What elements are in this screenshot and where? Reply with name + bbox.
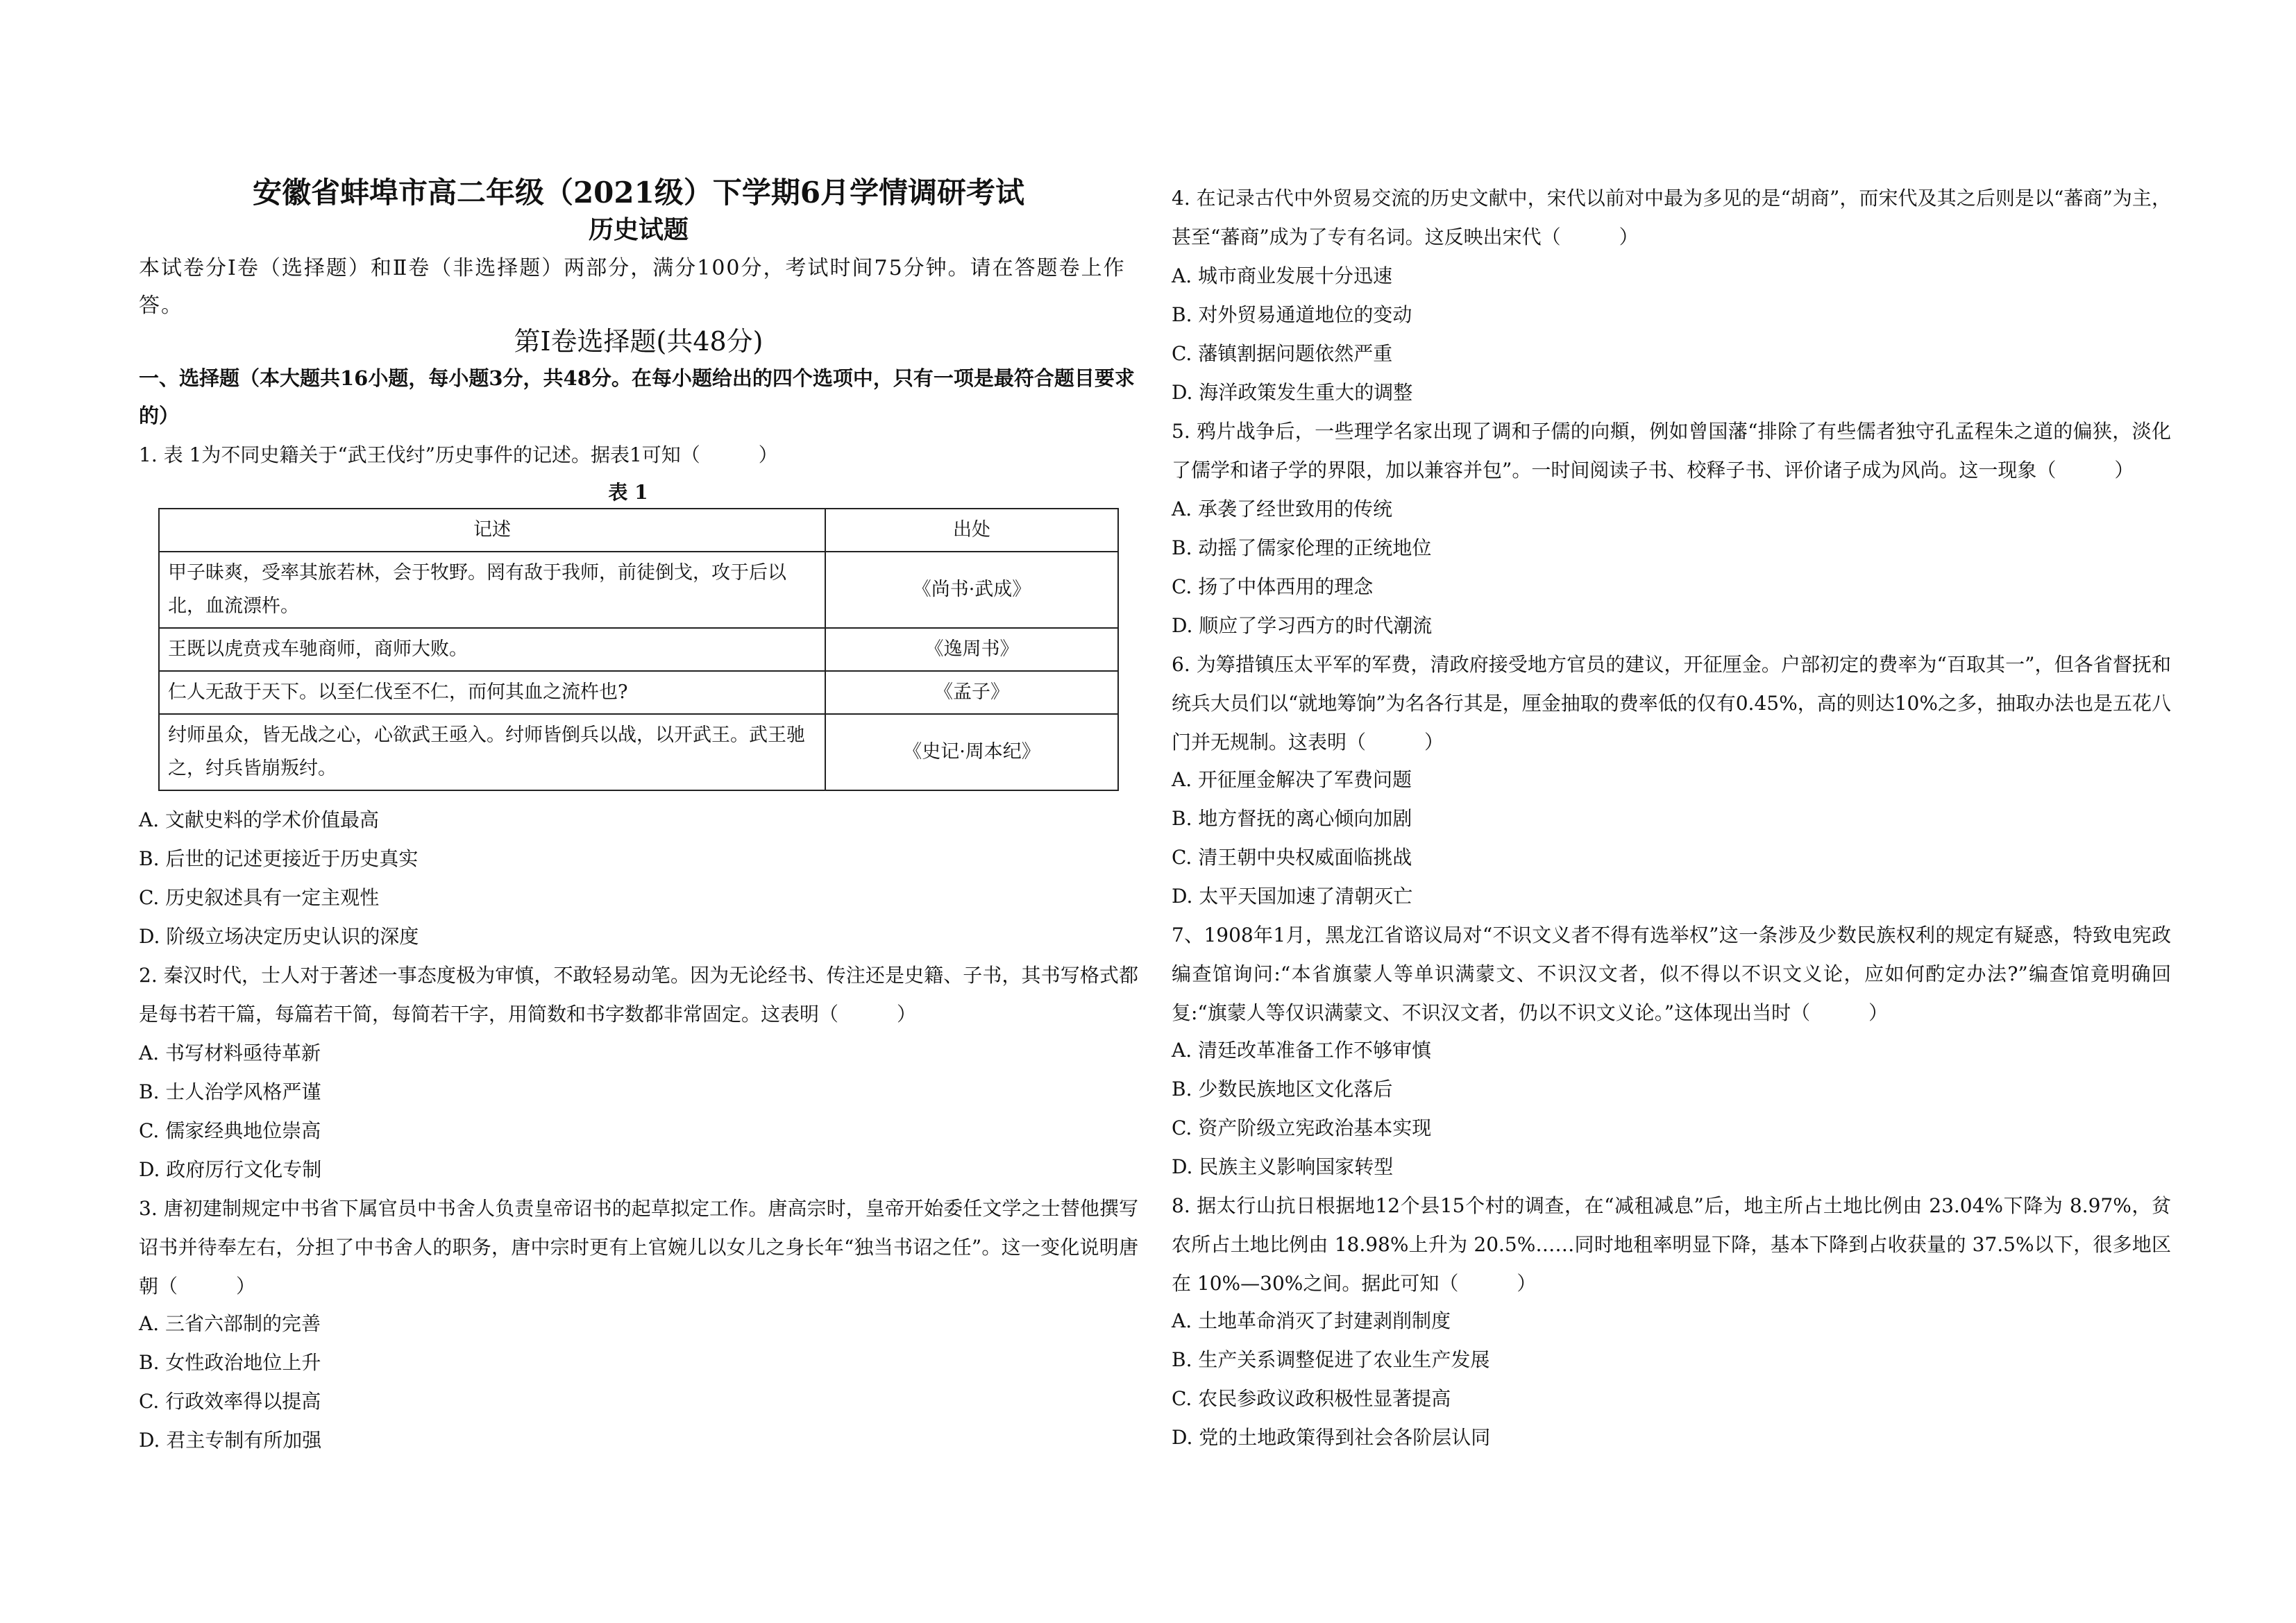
option-2a: A. 书写材料亟待革新 bbox=[139, 1042, 321, 1064]
table-row bbox=[159, 628, 1118, 671]
table-cell-record: 甲子昧爽，受率其旅若林，会于牧野。罔有敌于我师，前徒倒戈，攻于后以北，血流漂杵。 bbox=[159, 552, 825, 628]
question-stem-7: 7、1908年1月，黑龙江省谘议局对“不识文义者不得有选举权”这一条涉及少数民族权利的规定有疑惑，特致电宪政编查馆询问:“本省旗蒙人等单识满蒙文、不识汉文者，似不得以不识文义论，应如何酌定办法?”编查馆竟明确回复:“旗蒙人等仅识满蒙文、不识汉文者，仍以不识文义论。”这体现出当时（ ） bbox=[1172, 924, 2171, 1024]
table-cell-source: 《孟子》 bbox=[825, 671, 1118, 714]
table-cell-source: 《尚书·武成》 bbox=[825, 552, 1118, 628]
option-6b: B. 地方督抚的离心倾向加剧 bbox=[1172, 807, 1412, 830]
exam-title: 安徽省蚌埠市高二年级（2021级）下学期6月学情调研考试 bbox=[252, 176, 1025, 210]
option-1d: D. 阶级立场决定历史认识的深度 bbox=[139, 925, 419, 948]
question-stem-5: 5. 鸦片战争后，一些理学名家出现了调和子儒的向頫，例如曾国藩“排除了有些儒者独守孔孟程朱之道的偏狭，淡化了儒学和诸子学的界限，加以兼容并包”。一时间阅读子书、校释子书、评价诸子成为风尚。这一现象（ ） bbox=[1172, 420, 2171, 482]
option-2c: C. 儒家经典地位崇高 bbox=[139, 1119, 321, 1142]
option-1b: B. 后世的记述更接近于历史真实 bbox=[139, 847, 419, 870]
option-7a: A. 清廷改革准备工作不够审慎 bbox=[1172, 1039, 1432, 1062]
option-4a: A. 城市商业发展十分迅速 bbox=[1172, 264, 1393, 287]
option-3b: B. 女性政治地位上升 bbox=[139, 1351, 321, 1374]
table-caption: 表 1 bbox=[608, 481, 648, 504]
option-5d: D. 顺应了学习西方的时代潮流 bbox=[1172, 614, 1433, 637]
option-2d: D. 政府厉行文化专制 bbox=[139, 1158, 322, 1181]
question-stem-4: 4. 在记录古代中外贸易交流的历史文献中，宋代以前对中最为多见的是“胡商”，而宋代及其之后则是以“蕃商”为主，甚至“蕃商”成为了专有名词。这反映出宋代（ ） bbox=[1172, 187, 2171, 248]
option-3d: D. 君主专制有所加强 bbox=[139, 1429, 322, 1452]
option-8a: A. 土地革命消灭了封建剥削制度 bbox=[1172, 1309, 1451, 1332]
option-7b: B. 少数民族地区文化落后 bbox=[1172, 1078, 1393, 1101]
table-cell-source: 《逸周书》 bbox=[825, 628, 1118, 671]
option-8d: D. 党的土地政策得到社会各阶层认同 bbox=[1172, 1426, 1491, 1449]
table-header-record: 记述 bbox=[159, 509, 825, 552]
question-stem-8: 8. 据太行山抗日根据地12个县15个村的调查，在“减租减息”后，地主所占土地比例由 23.04%下降为 8.97%，贫农所占土地比例由 18.98%上升为 20.5%……同时地租率明显下降，基本下降到占收获量的 37.5%以下，很多地区在 10%—30%之间。据此可知（ ） bbox=[1172, 1194, 2171, 1295]
table-row bbox=[159, 671, 1118, 714]
option-4c: C. 藩镇割据问题依然严重 bbox=[1172, 342, 1393, 365]
option-2b: B. 士人治学风格严谨 bbox=[139, 1080, 321, 1103]
option-1c: C. 历史叙述具有一定主观性 bbox=[139, 886, 380, 909]
table-cell-source: 《史记·周本纪》 bbox=[825, 714, 1118, 790]
option-6d: D. 太平天国加速了清朝灭亡 bbox=[1172, 885, 1413, 908]
option-3a: A. 三省六部制的完善 bbox=[139, 1312, 321, 1335]
history-records-table bbox=[158, 508, 1119, 791]
table-cell-record: 仁人无敌于天下。以至仁伐至不仁，而何其血之流杵也? bbox=[159, 671, 825, 714]
table-cell-record: 纣师虽众，皆无战之心，心欲武王亟入。纣师皆倒兵以战，以开武王。武王驰之，纣兵皆崩叛纣。 bbox=[159, 714, 825, 790]
option-8b: B. 生产关系调整促进了农业生产发展 bbox=[1172, 1348, 1490, 1371]
table-row bbox=[159, 552, 1118, 628]
option-3c: C. 行政效率得以提高 bbox=[139, 1390, 321, 1413]
table-cell-record: 王既以虎贲戎车驰商师，商师大败。 bbox=[159, 628, 825, 671]
question-stem-3: 3. 唐初建制规定中书省下属官员中书舍人负责皇帝诏书的起草拟定工作。唐高宗时，皇帝开始委任文学之士替他撰写诏书并待奉左右，分担了中书舍人的职务，唐中宗时更有上官婉儿以女儿之身长年“独当书诏之任”。这一变化说明唐朝（ ） bbox=[139, 1197, 1138, 1298]
option-8c: C. 农民参政议政积极性显著提高 bbox=[1172, 1387, 1451, 1410]
table-header-row bbox=[159, 509, 1118, 552]
option-5a: A. 承袭了经世致用的传统 bbox=[1172, 498, 1393, 520]
table-row bbox=[159, 714, 1118, 790]
option-5b: B. 动摇了儒家伦理的正统地位 bbox=[1172, 536, 1432, 559]
table-header-source: 出处 bbox=[825, 509, 1118, 552]
option-6a: A. 开征厘金解决了军费问题 bbox=[1172, 768, 1412, 791]
option-6c: C. 清王朝中央权威面临挑战 bbox=[1172, 846, 1412, 869]
exam-subtitle: 历史试题 bbox=[588, 215, 689, 244]
question-stem-6: 6. 为筹措镇压太平军的军费，清政府接受地方官员的建议，开征厘金。户部初定的费率为“百取其一”，但各省督抚和统兵大员们以“就地筹饷”为名各行其是，厘金抽取的费率低的仅有0.45%，高的则达10%之多，抽取办法也是五花八门并无规制。这表明（ ） bbox=[1172, 653, 2171, 754]
section-instruction: 一、选择题（本大题共16小题，每小题3分，共48分。在每小题给出的四个选项中，只有一项是最符合题目要求的） bbox=[139, 366, 1135, 427]
section-heading: 第Ⅰ卷选择题(共48分) bbox=[514, 326, 763, 357]
exam-intro: 本试卷分Ⅰ卷（选择题）和Ⅱ卷（非选择题）两部分，满分100分，考试时间75分钟。请在答题卷上作答。 bbox=[139, 256, 1126, 318]
option-4d: D. 海洋政策发生重大的调整 bbox=[1172, 381, 1413, 404]
option-7c: C. 资产阶级立宪政治基本实现 bbox=[1172, 1116, 1432, 1139]
question-stem-1: 1. 表 1为不同史籍关于“武王伐纣”历史事件的记述。据表1可知（ ） bbox=[139, 443, 778, 466]
question-stem-2: 2. 秦汉时代，士人对于著述一事态度极为审慎，不敢轻易动笔。因为无论经书、传注还是史籍、子书，其书写格式都是每书若干篇，每篇若干简，每简若干字，用简数和书字数都非常固定。这表明（ ） bbox=[139, 964, 1138, 1026]
option-7d: D. 民族主义影响国家转型 bbox=[1172, 1155, 1394, 1178]
option-5c: C. 扬了中体西用的理念 bbox=[1172, 575, 1374, 598]
option-1a: A. 文献史料的学术价值最高 bbox=[139, 808, 380, 831]
option-4b: B. 对外贸易通道地位的变动 bbox=[1172, 303, 1412, 326]
